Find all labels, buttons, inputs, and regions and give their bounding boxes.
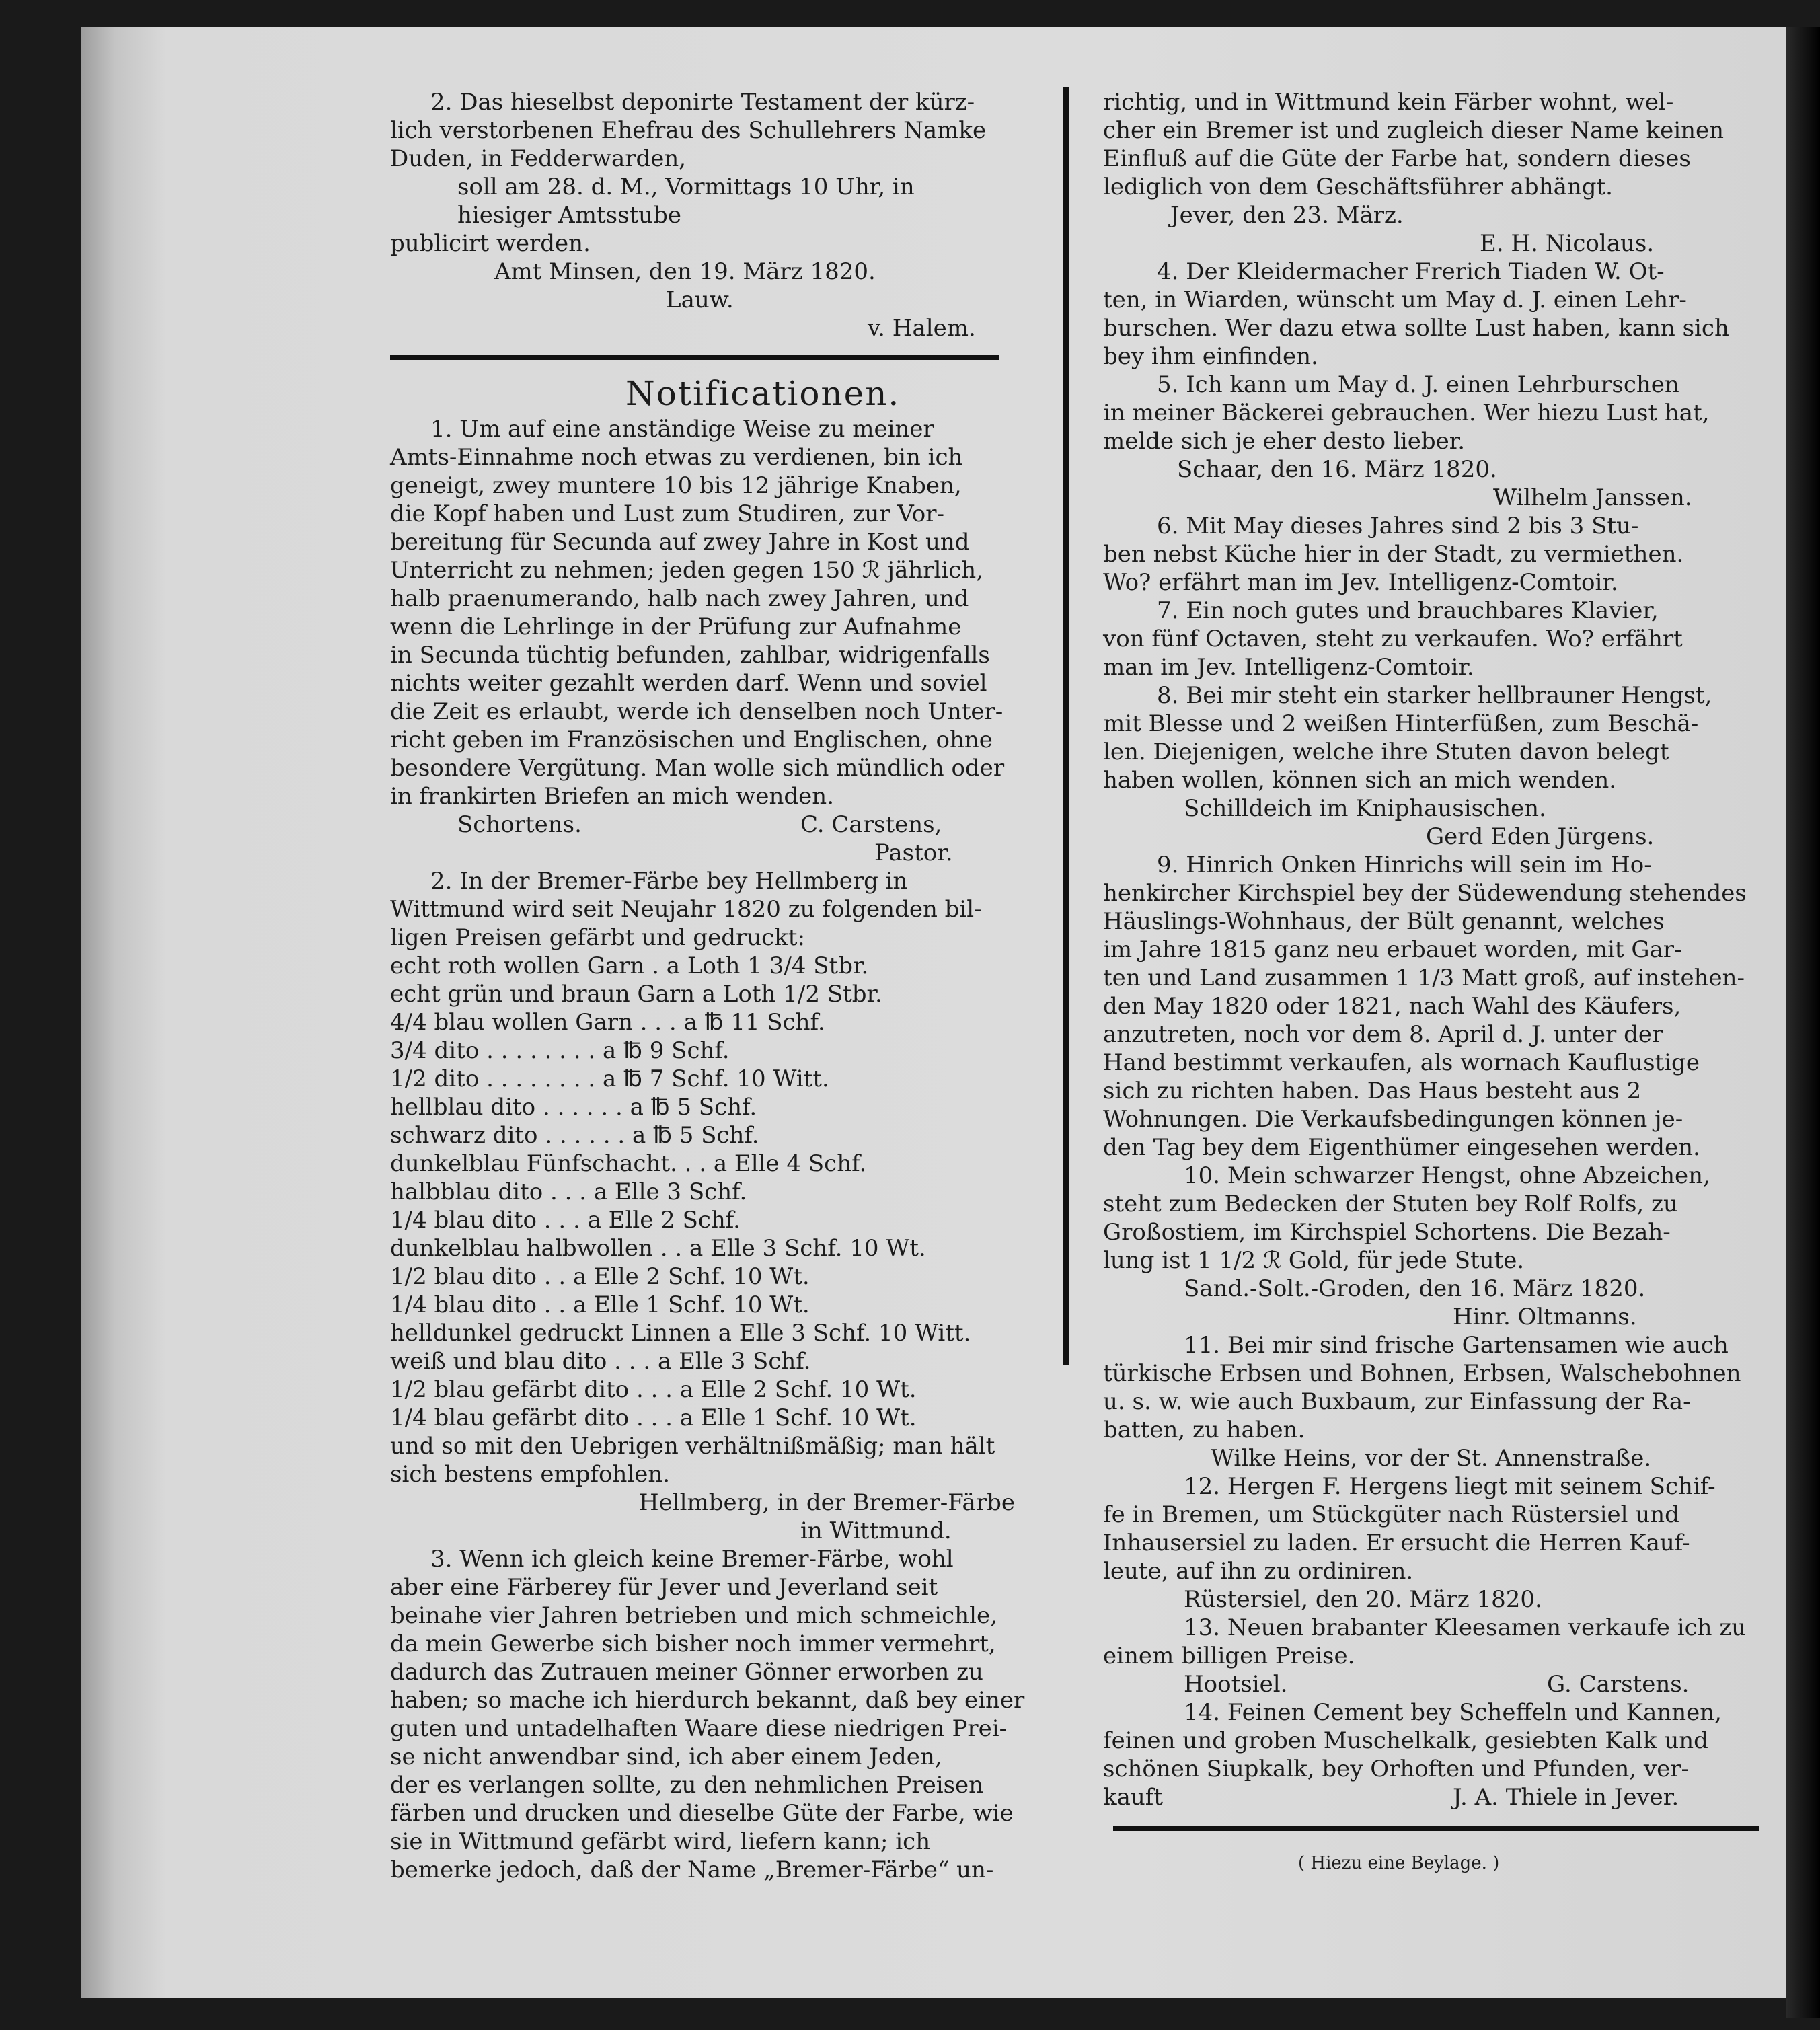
left-text-line: lich verstorbenen Ehefrau des Schullehrers Namke [390,117,987,144]
right-text-line: ten und Land zusammen 1 1/3 Matt groß, auf instehen- [1103,965,1745,991]
left-text-line: dunkelblau Fünfschacht. . . a Elle 4 Schf. [390,1150,867,1177]
right-text-line: batten, zu haben. [1103,1417,1305,1443]
left-text-line: guten und untadelhaften Waare diese niedrigen Prei- [390,1715,1008,1742]
left-text-line: 1/4 blau dito . . . a Elle 2 Schf. [390,1207,741,1234]
right-text-line: Häuslings-Wohnhaus, der Bült genannt, welches [1103,908,1665,935]
right-text-line: Gerd Eden Jürgens. [1426,823,1655,850]
left-text-line: Pastor. [874,839,953,866]
right-text-line: len. Diejenigen, welche ihre Stuten davon belegt [1103,739,1669,765]
right-text-line: ben nebst Küche hier in der Stadt, zu vermiethen. [1103,541,1684,568]
left-text-line: die Zeit es erlaubt, werde ich denselben noch Unter- [390,698,1003,725]
right-text-line: anzutreten, noch vor dem 8. April d. J. unter der [1103,1021,1663,1048]
right-text-line: Hand bestimmt verkaufen, als wornach Kauflustige [1103,1049,1700,1076]
left-text-line: in frankirten Briefen an mich wenden. [390,783,834,810]
left-text-line: sie in Wittmund gefärbt wird, liefern kann; ich [390,1828,931,1855]
left-text-line: C. Carstens, [800,811,942,838]
left-text-line: Duden, in Fedderwarden, [390,145,687,172]
left-text-line: 2. Das hieselbst deponirte Testament der kürz- [430,89,975,116]
left-text-line: publicirt werden. [390,230,591,257]
right-text-line: u. s. w. wie auch Buxbaum, zur Einfassung der Ra- [1103,1388,1691,1415]
left-text-line: geneigt, zwey muntere 10 bis 12 jährige Knaben, [390,472,962,499]
left-text-line: 1/2 blau gefärbt dito . . . a Elle 2 Schf. 10 Wt. [390,1376,917,1403]
right-text-line: Schaar, den 16. März 1820. [1177,456,1497,483]
right-text-line: richtig, und in Wittmund kein Färber wohnt, wel- [1103,89,1674,116]
right-text-line: lediglich von dem Geschäftsführer abhängt. [1103,174,1613,200]
left-text-line: 1. Um auf eine anständige Weise zu meiner [430,416,934,443]
right-text-line: Wilke Heins, vor der St. Annenstraße. [1211,1445,1652,1472]
left-text-line: halbblau dito . . . a Elle 3 Schf. [390,1178,747,1205]
right-text-line: 10. Mein schwarzer Hengst, ohne Abzeichen, [1184,1162,1710,1189]
left-text-line: da mein Gewerbe sich bisher noch immer vermehrt, [390,1630,996,1657]
right-text-line: in meiner Bäckerei gebrauchen. Wer hiezu Lust hat, [1103,400,1710,426]
left-text-line: 1/2 blau dito . . a Elle 2 Schf. 10 Wt. [390,1263,810,1290]
right-text-line: ten, in Wiarden, wünscht um May d. J. einen Lehr- [1103,287,1687,313]
left-text-line: Notificationen. [625,374,901,413]
left-text-line: der es verlangen sollte, zu den nehmlichen Preisen [390,1772,984,1799]
right-text-line: melde sich je eher desto lieber. [1103,428,1466,455]
right-text-line: Wilhelm Janssen. [1493,484,1692,511]
left-text-line: beinahe vier Jahren betrieben und mich schmeichle, [390,1602,997,1629]
right-text-line: Wo? erfährt man im Jev. Intelligenz-Comtoir. [1103,569,1618,596]
right-text-line: sich zu richten haben. Das Haus besteht aus 2 [1103,1078,1642,1104]
left-text-line: haben; so mache ich hierdurch bekannt, daß bey einer [390,1687,1025,1714]
left-text-line: Wittmund wird seit Neujahr 1820 zu folgenden bil- [390,896,982,923]
section-rule-left [390,355,999,360]
right-text-line: leute, auf ihn zu ordiniren. [1103,1558,1414,1585]
right-text-line: Einfluß auf die Güte der Farbe hat, sondern dieses [1103,145,1691,172]
right-text-line: E. H. Nicolaus. [1480,230,1655,257]
right-text-line: Inhausersiel zu laden. Er ersucht die Herren Kauf- [1103,1530,1690,1556]
left-text-line: dunkelblau halbwollen . . a Elle 3 Schf. 10 Wt. [390,1235,926,1262]
left-text-line: echt roth wollen Garn . a Loth 1 3/4 Stbr. [390,952,869,979]
left-text-line: in Secunda tüchtig befunden, zahlbar, widrigenfalls [390,642,990,669]
left-text-line: halb praenumerando, halb nach zwey Jahren, und [390,585,969,612]
left-text-line: Unterricht zu nehmen; jeden gegen 150 ℛ jährlich, [390,557,984,584]
right-text-line: 9. Hinrich Onken Hinrichs will sein im Ho- [1157,852,1652,878]
left-text-line: bereitung für Secunda auf zwey Jahre in Kost und [390,529,970,556]
right-text-line: fe in Bremen, um Stückgüter nach Rüstersiel und [1103,1501,1679,1528]
right-text-line: mit Blesse und 2 weißen Hinterfüßen, zum Beschä- [1103,710,1699,737]
left-text-line: in Wittmund. [800,1517,952,1544]
right-text-line: Jever, den 23. März. [1170,202,1404,229]
left-text-line: hellblau dito . . . . . . a ℔ 5 Schf. [390,1094,757,1121]
right-text-line: cher ein Bremer ist und zugleich dieser Name keinen [1103,117,1724,144]
right-text-line: kauft [1103,1784,1164,1811]
book-spine [1786,27,1820,2018]
left-text-line: bemerke jedoch, daß der Name „Bremer-Färbe“ un- [390,1856,994,1883]
left-text-line: 1/2 dito . . . . . . . . a ℔ 7 Schf. 10 Witt. [390,1065,829,1092]
right-text-line: 12. Hergen F. Hergens liegt mit seinem Schif- [1184,1473,1716,1500]
left-text-line: Amts-Einnahme noch etwas zu verdienen, bin ich [390,444,963,471]
left-text-line: 2. In der Bremer-Färbe bey Hellmberg in [430,868,908,895]
right-text-line: henkircher Kirchspiel bey der Südewendung stehendes [1103,880,1747,907]
right-text-line: den Tag bey dem Eigenthümer eingesehen werden. [1103,1134,1700,1161]
right-text-line: man im Jev. Intelligenz-Comtoir. [1103,654,1474,681]
left-text-line: die Kopf haben und Lust zum Studiren, zur Vor- [390,500,944,527]
left-text-line: dadurch das Zutrauen meiner Gönner erworben zu [390,1659,983,1686]
right-text-line: steht zum Bedecken der Stuten bey Rolf Rolfs, zu [1103,1191,1678,1217]
right-text-line: Hinr. Oltmanns. [1453,1304,1637,1330]
right-text-line: den May 1820 oder 1821, nach Wahl des Käufers, [1103,993,1681,1020]
right-text-line: haben wollen, können sich an mich wenden. [1103,767,1617,794]
left-text-line: 1/4 blau gefärbt dito . . . a Elle 1 Schf. 10 Wt. [390,1404,917,1431]
left-text-line: Hellmberg, in der Bremer-Färbe [639,1489,1015,1516]
right-text-line: 11. Bei mir sind frische Gartensamen wie auch [1184,1332,1729,1359]
left-text-line: 1/4 blau dito . . a Elle 1 Schf. 10 Wt. [390,1291,810,1318]
right-text-line: lung ist 1 1/2 ℛ Gold, für jede Stute. [1103,1247,1525,1274]
left-text-line: se nicht anwendbar sind, ich aber einem Jeden, [390,1743,942,1770]
left-text-line: soll am 28. d. M., Vormittags 10 Uhr, in [457,174,915,200]
left-text-line: sich bestens empfohlen. [390,1461,671,1488]
left-text-line: echt grün und braun Garn a Loth 1/2 Stbr. [390,981,882,1008]
left-text-line: nichts weiter gezahlt werden darf. Wenn und soviel [390,670,987,697]
closing-rule-right [1113,1826,1759,1831]
right-text-line: burschen. Wer dazu etwa sollte Lust haben, kann sich [1103,315,1729,342]
right-text-line: türkische Erbsen und Bohnen, Erbsen, Walschebohnen [1103,1360,1741,1387]
right-text-line: 6. Mit May dieses Jahres sind 2 bis 3 Stu- [1157,513,1639,539]
right-text-line: von fünf Octaven, steht zu verkaufen. Wo? erfährt [1103,626,1683,652]
left-text-line: Lauw. [666,287,734,313]
left-text-line: ligen Preisen gefärbt und gedruckt: [390,924,805,951]
right-text-line: 13. Neuen brabanter Kleesamen verkaufe ich zu [1184,1614,1747,1641]
right-text-line: 14. Feinen Cement bey Scheffeln und Kannen, [1184,1699,1722,1726]
right-text-line: 8. Bei mir steht ein starker hellbrauner Hengst, [1157,682,1712,709]
right-text-line: schönen Siupkalk, bey Orhoften und Pfunden, ver- [1103,1756,1689,1782]
right-text-line: G. Carstens. [1547,1671,1690,1698]
right-text-line: ( Hiezu eine Beylage. ) [1298,1853,1500,1873]
right-text-line: 4. Der Kleidermacher Frerich Tiaden W. Ot- [1157,258,1665,285]
right-text-line: Sand.-Solt.-Groden, den 16. März 1820. [1184,1275,1646,1302]
left-text-line: schwarz dito . . . . . . a ℔ 5 Schf. [390,1122,759,1149]
left-text-line: Schortens. [457,811,582,838]
left-text-line: wenn die Lehrlinge in der Prüfung zur Aufnahme [390,613,962,640]
right-text-line: im Jahre 1815 ganz neu erbauet worden, mit Gar- [1103,936,1682,963]
right-text-line: Großostiem, im Kirchspiel Schortens. Die Bezah- [1103,1219,1671,1246]
right-text-line: feinen und groben Muschelkalk, gesiebten Kalk und [1103,1727,1708,1754]
left-text-line: 3. Wenn ich gleich keine Bremer-Färbe, wohl [430,1546,954,1573]
right-text-line: bey ihm einfinden. [1103,343,1318,370]
left-text-line: 3/4 dito . . . . . . . . a ℔ 9 Schf. [390,1037,730,1064]
left-text-line: v. Halem. [868,315,976,342]
right-text-line: Schilldeich im Kniphausischen. [1184,795,1546,822]
left-text-line: und so mit den Uebrigen verhältnißmäßig; man hält [390,1433,995,1460]
right-text-line: 7. Ein noch gutes und brauchbares Klavier, [1157,597,1659,624]
right-text-line: Rüstersiel, den 20. März 1820. [1184,1586,1542,1613]
left-text-line: färben und drucken und dieselbe Güte der Farbe, wie [390,1800,1014,1827]
left-text-line: Amt Minsen, den 19. März 1820. [494,258,876,285]
left-text-line: besondere Vergütung. Man wolle sich mündlich oder [390,755,1005,782]
left-text-line: hiesiger Amtsstube [457,202,681,229]
left-text-line: helldunkel gedruckt Linnen a Elle 3 Schf. 10 Witt. [390,1320,971,1347]
left-text-line: aber eine Färberey für Jever und Jeverland seit [390,1574,938,1601]
left-text-line: richt geben im Französischen und Englischen, ohne [390,726,993,753]
left-text-line: weiß und blau dito . . . a Elle 3 Schf. [390,1348,811,1375]
right-text-line: Wohnungen. Die Verkaufsbedingungen können je- [1103,1106,1683,1133]
right-text-line: 5. Ich kann um May d. J. einen Lehrburschen [1157,371,1679,398]
right-text-line: J. A. Thiele in Jever. [1453,1784,1679,1811]
right-text-line: einem billigen Preise. [1103,1643,1355,1669]
right-text-line: Hootsiel. [1184,1671,1288,1698]
left-text-line: 4/4 blau wollen Garn . . . a ℔ 11 Schf. [390,1009,825,1036]
column-divider [1063,87,1069,1365]
